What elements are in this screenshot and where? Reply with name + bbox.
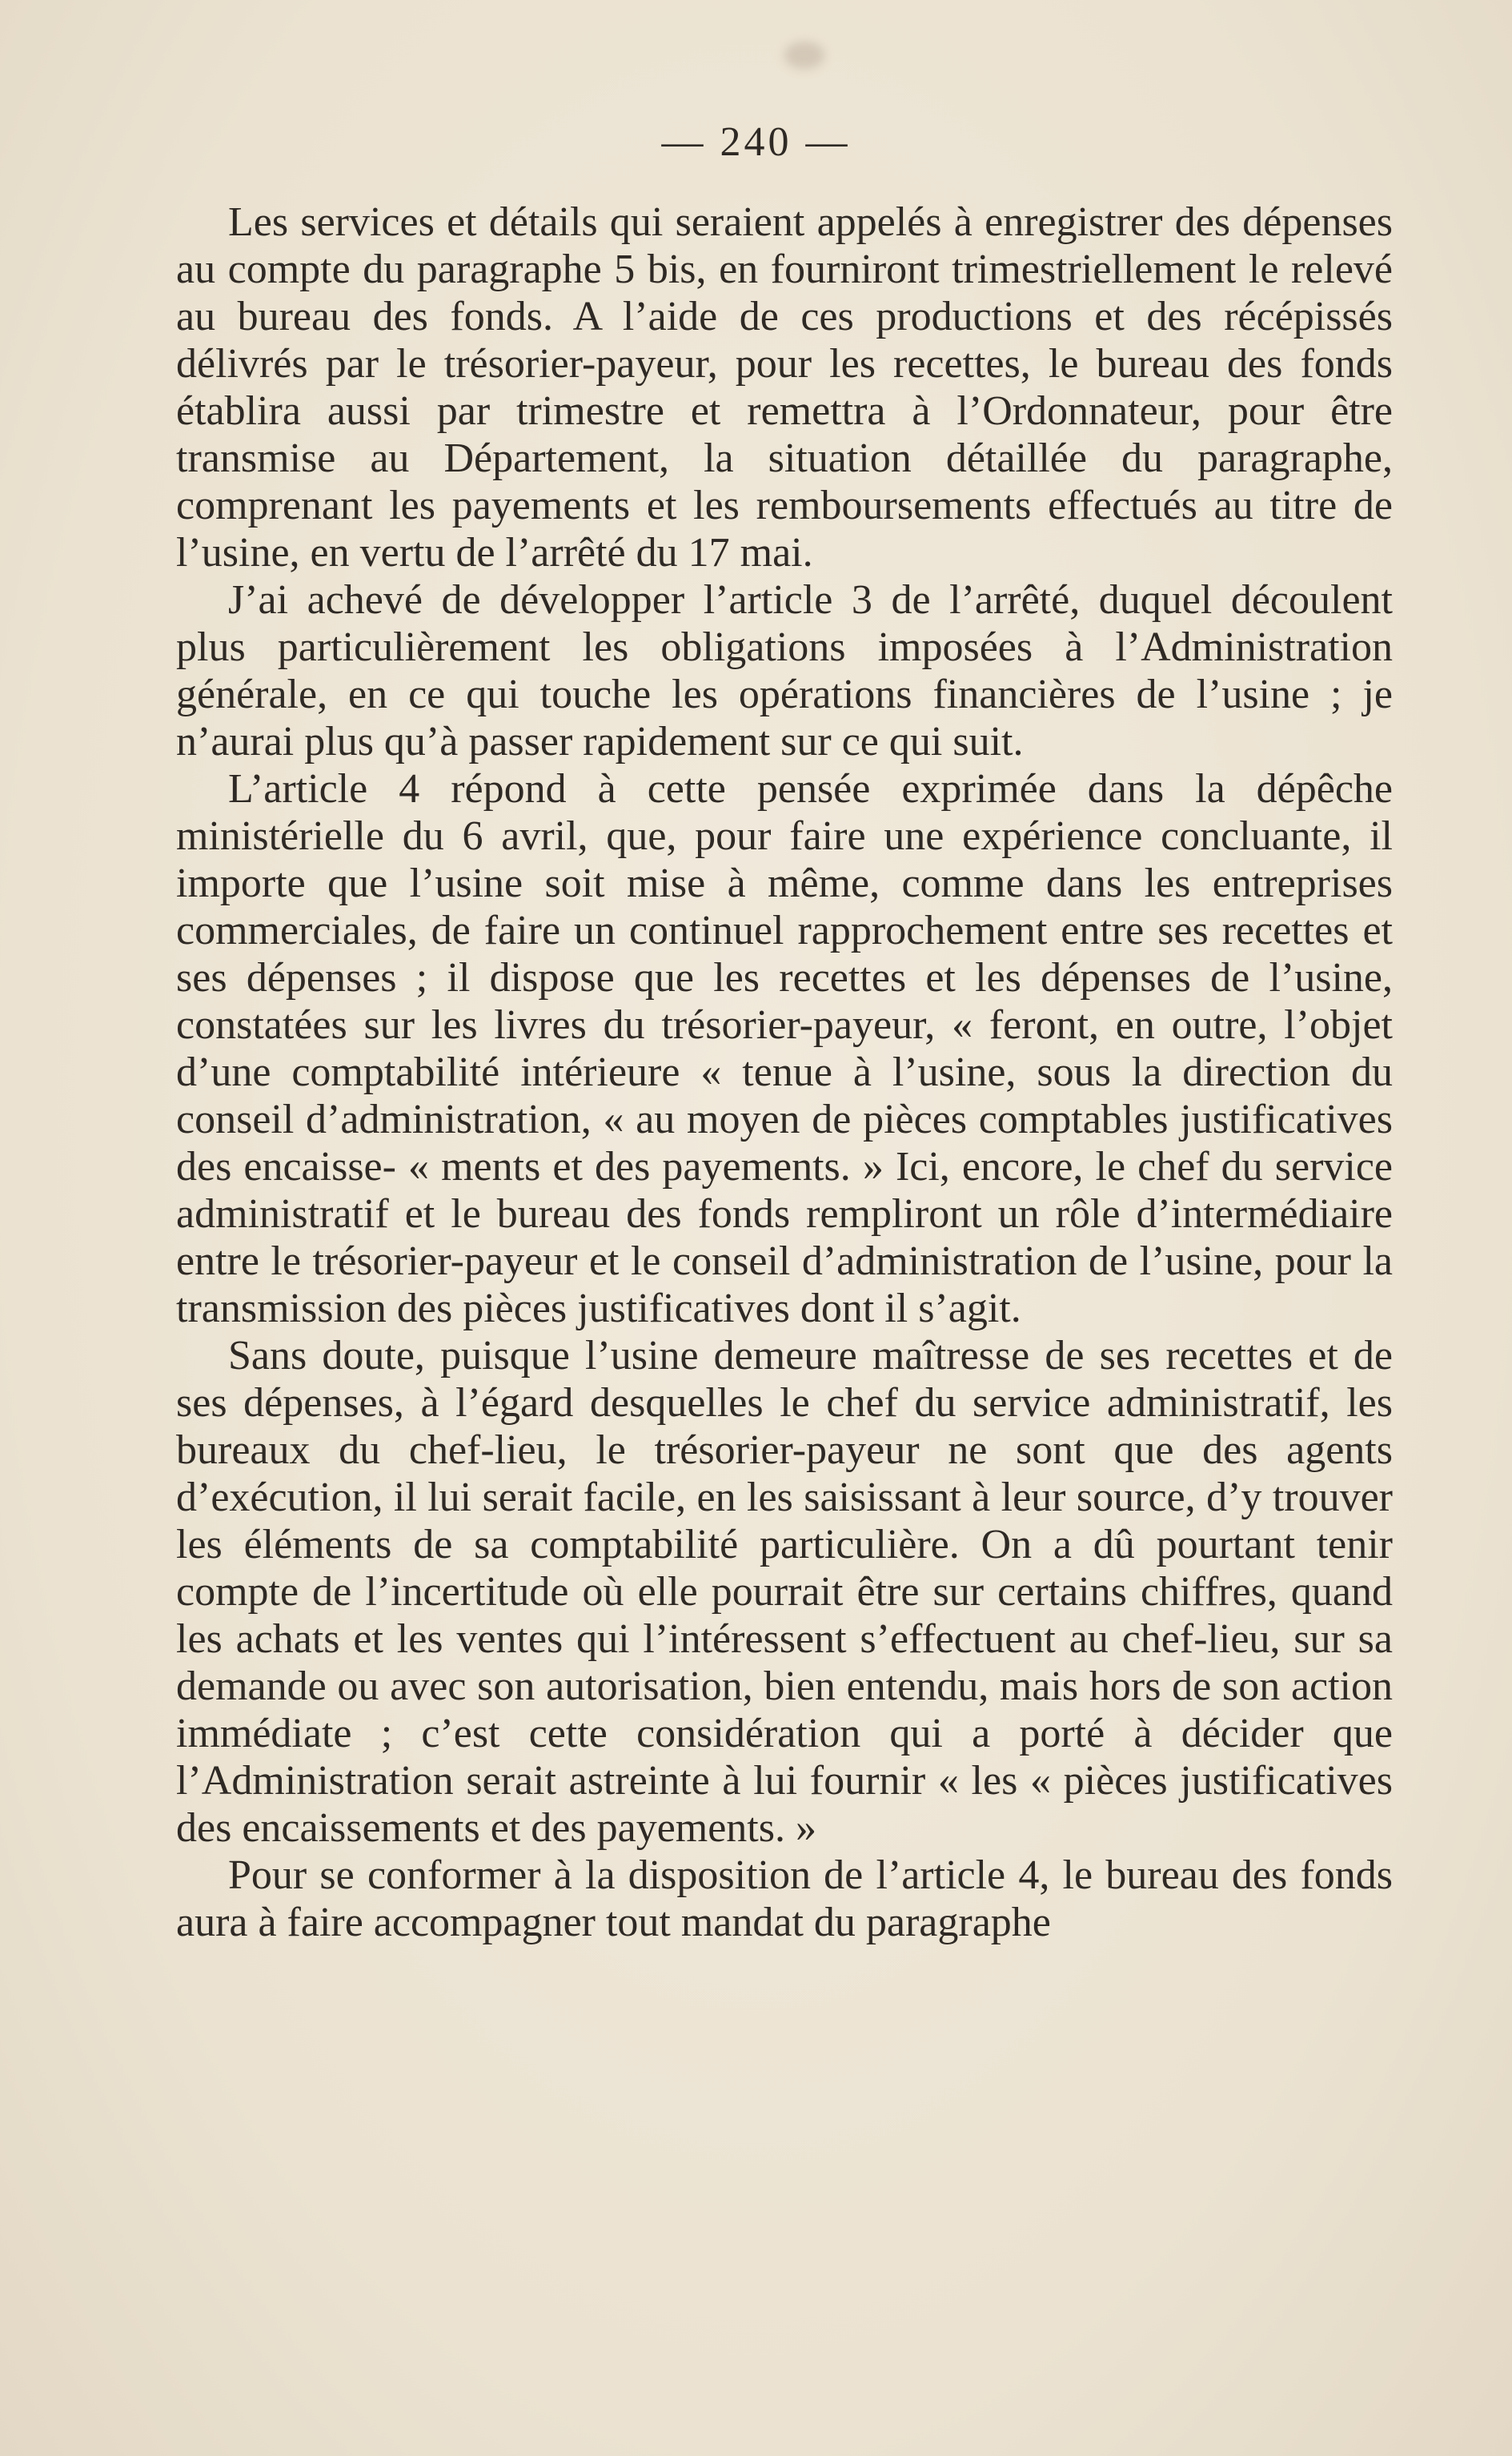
paragraph: Les services et détails qui seraient appelés à enregistrer des dépenses au compte du paragraphe 5 bis, en fourniront trimestriellement le relevé au bureau des fonds. A l’aide de ces productions et des récépissés délivrés par le trésorier-payeur, pour les recettes, le bureau des fonds établira aussi par trimestre et remettra à l’Ordonnateur, pour être transmise au Département, la situation détaillée du paragraphe, comprenant les payements et les remboursements effectués au titre de l’usine, en vertu de l’arrêté du 17 mai. — [176, 199, 1393, 576]
paper-stain — [784, 42, 824, 69]
paragraph: L’article 4 répond à cette pensée exprimée dans la dépêche ministérielle du 6 avril, que, pour faire une expérience concluante, il importe que l’usine soit mise à même, comme dans les entreprises commerciales, de faire un continuel rapprochement entre ses recettes et ses dépenses ; il dispose que les recettes et les dépenses de l’usine, constatées sur les livres du trésorier-payeur, « feront, en outre, l’objet d’une comptabilité intérieure « tenue à l’usine, sous la direction du conseil d’administration, « au moyen de pièces comptables justificatives des encaisse- « ments et des payements. » Ici, encore, le chef du service administratif et le bureau des fonds rempliront un rôle d’intermédiaire entre le trésorier-payeur et le conseil d’administration de l’usine, pour la transmission des pièces justificatives dont il s’agit. — [176, 766, 1393, 1331]
paragraph: Pour se conformer à la disposition de l’article 4, le bureau des fonds aura à faire accompagner tout mandat du paragraphe — [176, 1852, 1393, 1945]
text-body — [176, 199, 1393, 1946]
paragraph: J’ai achevé de développer l’article 3 de l’arrêté, duquel découlent plus particulièrement les obligations imposées à l’Administration générale, en ce qui touche les opérations financières de l’usine ; je n’aurai plus qu’à passer rapidement sur ce qui suit. — [176, 577, 1393, 764]
page-number: — 240 — — [661, 119, 851, 165]
paragraph: Sans doute, puisque l’usine demeure maîtresse de ses recettes et de ses dépenses, à l’égard desquelles le chef du service administratif, les bureaux du chef-lieu, le trésorier-payeur ne sont que des agents d’exécution, il lui serait facile, en les saisissant à leur source, d’y trouver les éléments de sa comptabilité particulière. On a dû pourtant tenir compte de l’incertitude où elle pourrait être sur certains chiffres, quand les achats et les ventes qui l’intéressent s’effectuent au chef-lieu, sur sa demande ou avec son autorisation, bien entendu, mais hors de son action immédiate ; c’est cette considération qui a porté à décider que l’Administration serait astreinte à lui fournir « les « pièces justificatives des encaissements et des payements. » — [176, 1333, 1393, 1851]
